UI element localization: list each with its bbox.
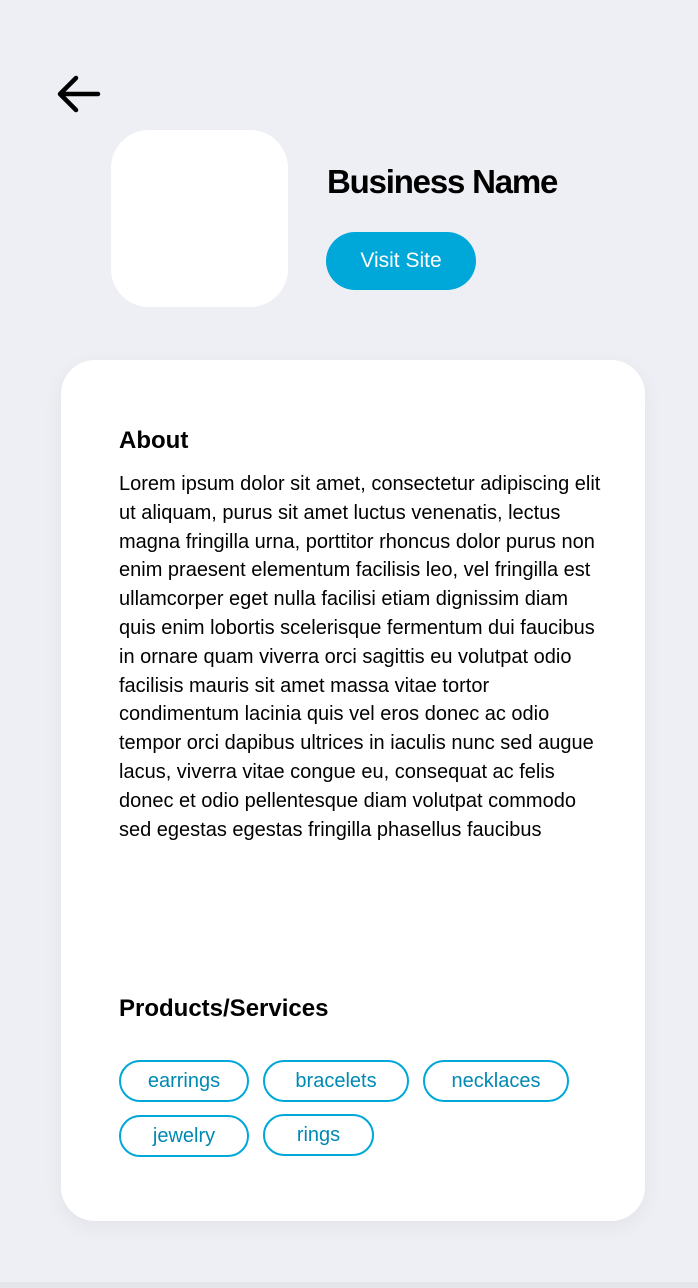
about-description: Lorem ipsum dolor sit amet, consectetur adipiscing elit ut aliquam, purus sit amet luctus venenatis, lectus magna fringilla urna, porttitor rhoncus dolor purus non enim praesent elementum facilisis leo, vel fringilla est ullamcorper eget nulla facilisi etiam dignissim diam quis enim lobortis scelerisque fermentum dui faucibus in ornare quam viverra orci sagittis eu volutpat odio facilisis mauris sit amet massa vitae tortor condimentum lacinia quis vel eros donec ac odio tempor orci dapibus ultrices in iaculis nunc sed augue lacus, viverra vitae congue eu, consequat ac felis donec et odio pellentesque diam volutpat commodo sed egestas egestas fringilla phasellus faucibus [119,473,601,841]
business-name: Business Name [327,163,558,200]
arrow-left-icon [54,72,102,116]
products-services-heading: Products/Services [119,995,329,1022]
business-details-card [61,360,645,1221]
visit-site-button[interactable]: Visit Site [326,232,476,290]
tag-necklaces[interactable]: necklaces [423,1060,569,1102]
tag-earrings[interactable]: earrings [119,1060,249,1102]
tag-bracelets[interactable]: bracelets [263,1060,409,1102]
about-heading: About [119,427,189,454]
back-button[interactable] [54,72,102,116]
tag-rings[interactable]: rings [263,1114,374,1156]
bottom-edge [0,1282,698,1288]
business-logo-placeholder [111,130,288,307]
tag-jewelry[interactable]: jewelry [119,1115,249,1157]
